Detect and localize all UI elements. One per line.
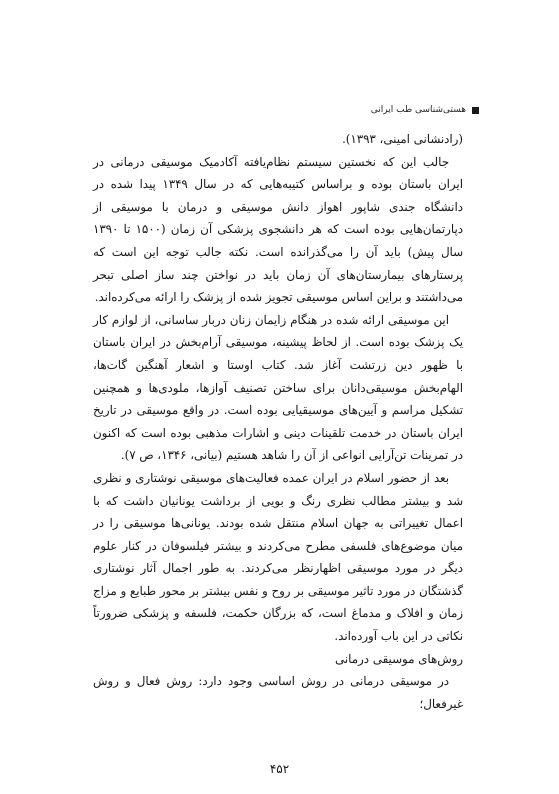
paragraph: این موسیقی ارائه شده در هنگام زایمان زنان دربار ساسانی، از لوازم کار یک پزشک بوده است. از لحاظ پیشینه، موسیقی آرام‌بخش در ایران باستان با ظهور دین زرتشت آغاز شد. کتاب اوستا و اشعار آهنگین گات‌ها، الهام‌بخش موسیقی‌دانان برای ساختن تصنیف آوازها، ملودی‌ها و همچنین تشکیل مراسم و آیین‌های موسیقیایی بوده است. در واقع موسیقی در تاریخ ایران باستان در خدمت تلقینات دینی و اشارات مذهبی بوده است که اکنون در تمرینات تن‌آرایی انواعی از آن را شاهد هستیم (بیانی، ۱۳۴۶، ص ۷). — [93, 312, 463, 463]
paragraph: بعد از حضور اسلام در ایران عمده فعالیت‌های موسیقی نوشتاری و نظری شد و بیشتر مطالب نظری رنگ و بویی از برداشت یونانیان داشت که با اعمال تغییراتی به جهان اسلام منتقل شده بودند. یونانی‌ها موسیقی را در میان موضوع‌های فلسفی مطرح می‌کردند و بیشتر فیلسوفان در کنار علوم دیگر در مورد موسیقی اظهارنظر می‌کردند. به طور اجمال آثار نوشتاری گذشتگان در مورد تاثیر موسیقی بر روح و نفس بیشتر بر محور طبایع و مزاج زمان و افلاک و مدماغ است، که بزرگان حکمت، فلسفه و پزشکی ضرورتاً نکاتی در این باب آورده‌اند. — [93, 470, 463, 644]
page-number: ۴۵۲ — [269, 762, 290, 776]
running-title: هستی‌شناسی طب ایرانی — [370, 105, 466, 115]
citation-line: (رادنشانی امینی، ۱۳۹۳). — [342, 132, 463, 146]
body-text — [93, 128, 463, 715]
paragraph: جالب این که نخستین سیستم نظام‌یافته آکادمیک موسیقی درمانی در ایران باستان بوده و براساس کتیبه‌هایی که در سال ۱۳۴۹ پیدا شده در دانشگاه جندی شاپور اهواز دانش موسیقی و درمان با موسیقی از دپارتمان‌هایی بوده است که هر دانشجوی پزشکی آن زمان (۱۵۰۰ تا ۱۳۹۰ سال پیش) باید آن را می‌گذرانده است. نکته جالب توجه این است که پرستارهای بیمارستان‌های آن زمان باید در نواختن چند ساز اصلی تبحر می‌داشتند و براین اساس موسیقی تجویز شده از پزشک را ارائه می‌کرده‌اند. — [93, 154, 463, 305]
section-paragraph: در موسیقی درمانی در روش اساسی وجود دارد: روش فعال و روش غیرفعال؛ — [93, 674, 463, 711]
section-heading: روش‌های موسیقی درمانی — [335, 651, 463, 666]
running-head — [80, 102, 479, 118]
header-square-marker — [472, 107, 479, 114]
